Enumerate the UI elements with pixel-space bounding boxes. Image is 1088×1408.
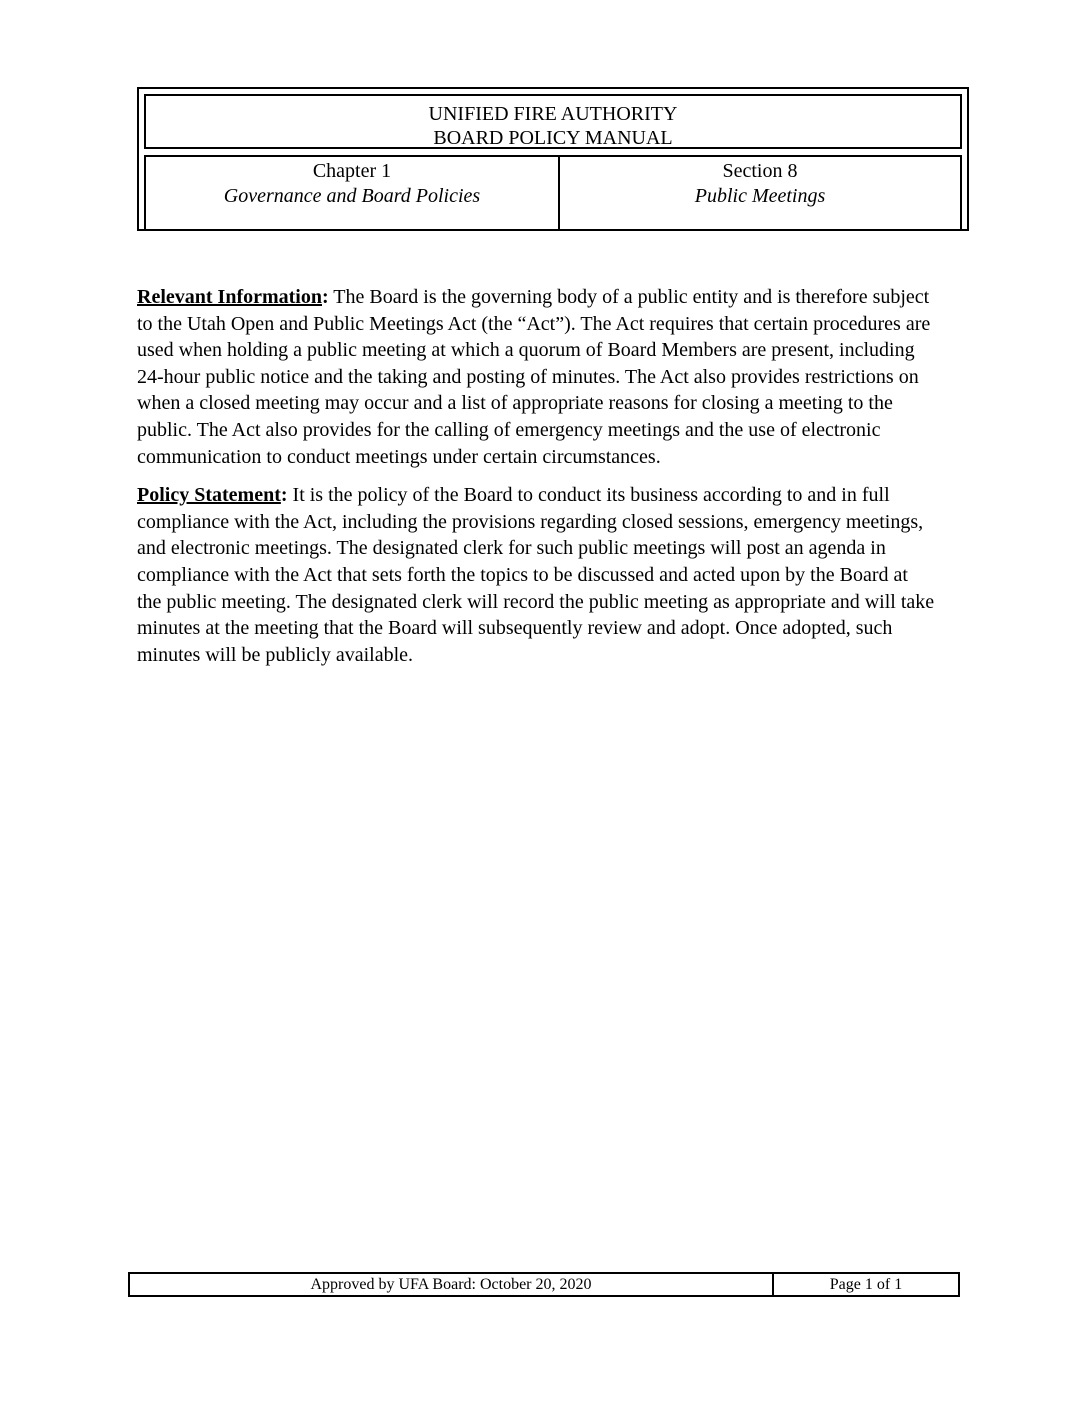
header-subtitle-row	[144, 155, 962, 229]
section-name: Public Meetings	[694, 185, 826, 207]
policy-statement-paragraph	[137, 482, 937, 668]
policy-statement-text: It is the policy of the Board to conduct its business according to and in full compliance with the Act, including the provisions regarding closed sessions, emergency meetings, and electronic meetings. The designated clerk for such public meetings will post an agenda in compliance with the Act that sets forth the topics to be discussed and acted upon by the Board at the public meeting. The designated clerk will record the public meeting as appropriate and will take minutes at the meeting that the Board will subsequently review and adopt. Once adopted, such minutes will be publicly available.	[137, 484, 935, 666]
section-label: Section 8	[722, 160, 798, 182]
policy-footer	[128, 1272, 960, 1297]
manual-title: BOARD POLICY MANUAL	[433, 127, 673, 149]
relevant-information-colon: :	[321, 286, 329, 308]
header-title-row	[144, 94, 962, 149]
chapter-name: Governance and Board Policies	[223, 185, 481, 207]
chapter-label: Chapter 1	[312, 160, 392, 182]
policy-statement-label: Policy Statement	[137, 484, 281, 507]
relevant-information-label: Relevant Information	[137, 286, 322, 308]
policy-statement-colon: :	[280, 484, 288, 507]
chapter-cell	[146, 157, 560, 229]
page-number: Page 1 of 1	[829, 1276, 903, 1293]
section-cell	[560, 157, 960, 229]
relevant-information-paragraph	[137, 284, 937, 470]
approval-note: Approved by UFA Board: October 20, 2020	[130, 1274, 774, 1295]
policy-body	[137, 284, 937, 680]
organization-name: UNIFIED FIRE AUTHORITY	[428, 103, 678, 125]
policy-header-inner	[144, 94, 962, 229]
policy-header-box	[137, 87, 969, 231]
relevant-information-text: The Board is the governing body of a public entity and is therefore subject to the Utah Open and Public Meetings Act (the “Act”). The Act requires that certain procedures are used when holding a public meeting at which a quorum of Board Members are present, including 24-hour public notice and the taking and posting of minutes. The Act also provides restrictions on when a closed meeting may occur and a list of appropriate reasons for closing a meeting to the public. The Act also provides for the calling of emergency meetings and the use of electronic communication to conduct meetings under certain circumstances.	[137, 286, 931, 468]
